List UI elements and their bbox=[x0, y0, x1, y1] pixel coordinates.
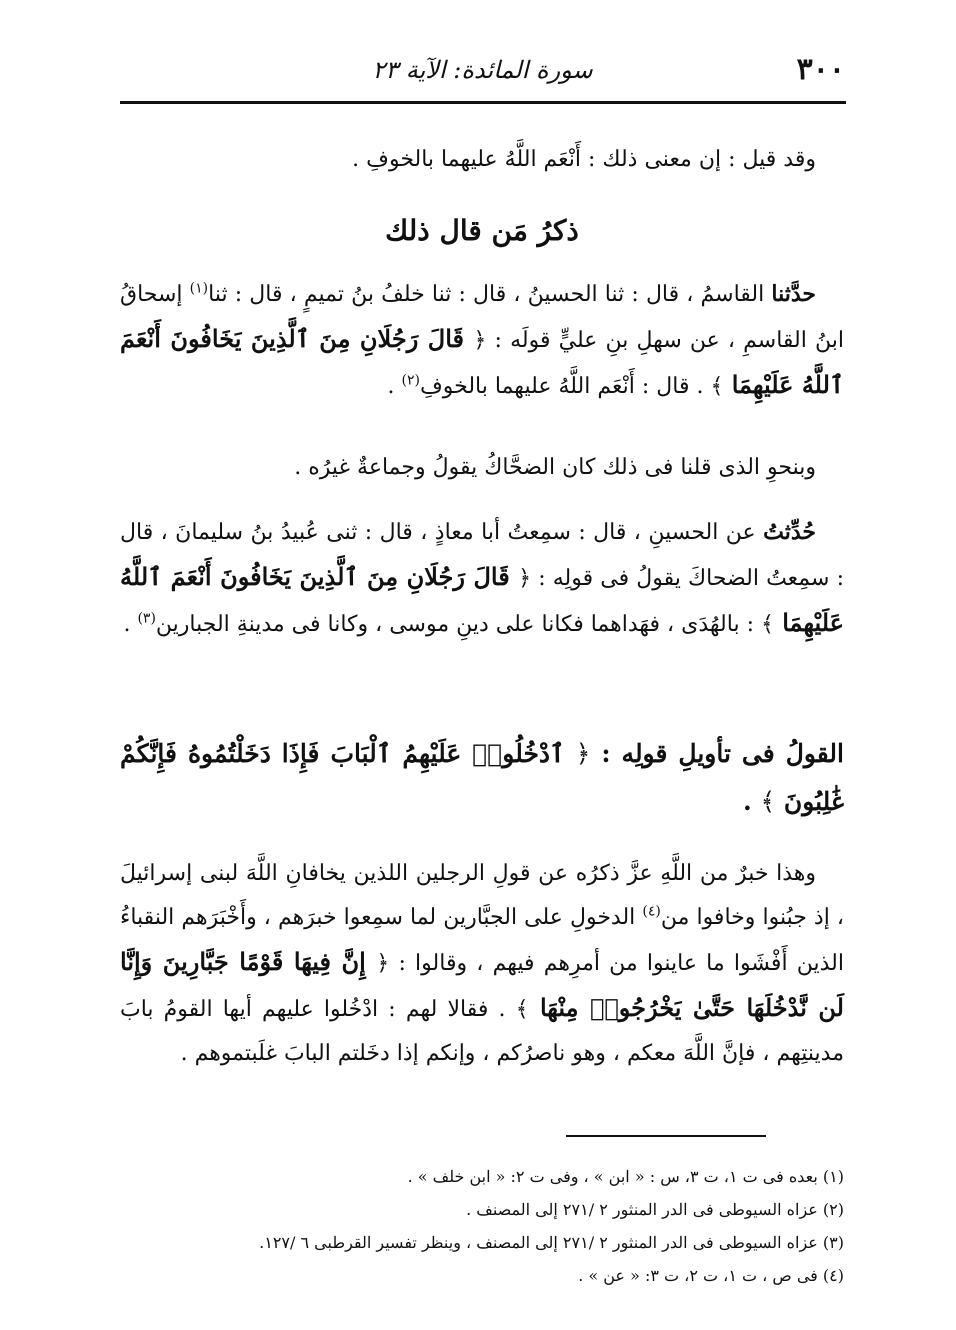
quran-verse: إِنَّ فِيهَا قَوْمًا جَبَّارِينَ وَإِنَّا لَن نَّدْخُلَهَا حَتَّىٰ يَخْرُجُوا۟ مِنْهَا bbox=[120, 947, 844, 1022]
paragraph-2-text-d: . bbox=[387, 374, 402, 399]
tafsir-heading-tail: . bbox=[743, 787, 761, 816]
page-number: ٣٠٠ bbox=[796, 52, 845, 87]
quran-bracket-close: ﴾ bbox=[760, 787, 776, 816]
quran-bracket-open: ﴿ bbox=[518, 566, 532, 591]
paragraph-5-text-c: . فقالا لهم : ادْخُلوا عليهم أيها القومُ بابَ مدينتِهم ، فإنَّ اللَّهَ معكم ، وهو ناصرُكم ، وإنكم إذا دخَلتم البابَ غلَبتموهم . bbox=[120, 997, 844, 1066]
tafsir-heading bbox=[120, 730, 844, 826]
quran-bracket-open: ﴿ bbox=[376, 951, 390, 976]
paragraph-5 bbox=[120, 852, 844, 1076]
paragraph-5-text-b: الدخولِ على الجبَّارين لما سمِعوا خبرَهم ، وأَخْبَرَهم النقباءُ الذين أَفْشَوا ما عاينوا من أمرِهم فيهم ، وقالوا : bbox=[120, 905, 844, 976]
footnote-3: (٣) عزاه السيوطى فى الدر المنثور ٢ /٢٧١ إلى المصنف ، وينظر تفسير القرطبى ٦ /١٢٧. bbox=[259, 1233, 844, 1252]
paragraph-5-text-a: وهذا خبرٌ من اللَّهِ عزَّ ذكرُه عن قولِ الرجلين اللذين يخافانِ اللَّهَ لبنى إسرائيلَ ، إذ جبُنوا وخافوا من bbox=[120, 861, 844, 930]
paragraph-2-text-a: القاسمُ ، قال : ثنا الحسينُ ، قال : ثنا خلفُ بنُ تميمٍ ، قال : ثنا bbox=[208, 282, 772, 307]
paragraph-4-text-c: . bbox=[123, 612, 138, 637]
footnote-2: (٢) عزاه السيوطى فى الدر المنثور ٢ /٢٧١ إلى المصنف . bbox=[466, 1200, 844, 1219]
quran-bracket-open: ﴿ bbox=[575, 739, 591, 768]
footnote-1: (١) بعده فى ت ١، ت ٣، س : « ابن » ، وفى ت ٢: « ابن خلف » . bbox=[407, 1167, 844, 1186]
quran-bracket-close: ﴾ bbox=[760, 612, 774, 637]
header-rule bbox=[120, 101, 846, 104]
footnote-ref-2[interactable]: (٢) bbox=[401, 372, 420, 389]
paragraph-4-text-a: عن الحسينِ ، قال : سمِعتُ أبا معاذٍ ، قال : ثنى عُبيدُ بنُ سليمانَ ، قال : سمِعتُ الضحاكَ يقولُ فى قولِه : bbox=[120, 520, 844, 591]
paragraph-1: وقد قيل : إن معنى ذلك : أَنْعَم اللَّهُ عليهما بالخوفِ . bbox=[352, 147, 816, 172]
quran-verse: قَالَ رَجُلَانِ مِنَ ٱلَّذِينَ يَخَافُونَ أَنْعَمَ ٱللَّهُ عَلَيْهِمَا bbox=[120, 562, 844, 637]
running-title: سورة المائدة: الآية ٢٣ bbox=[372, 56, 593, 84]
footnote-ref-1[interactable]: (١) bbox=[189, 280, 209, 297]
section-heading: ذكرُ مَن قال ذلك bbox=[385, 214, 579, 247]
paragraph-4-text-b: : بالهُدَى ، فهَداهما فكانا على دينِ موسى ، وكانا فى مدينةِ الجبارين bbox=[155, 612, 761, 637]
paragraph-2-text-c: . قال : أَنْعَم اللَّهُ عليهما بالخوفِ bbox=[419, 374, 711, 399]
quran-verse: ٱدْخُلُوا۟ عَلَيْهِمُ ٱلْبَابَ فَإِذَا دَخَلْتُمُوهُ فَإِنَّكُمْ غَٰلِبُونَ bbox=[120, 739, 844, 816]
paragraph-3: وبنحوِ الذى قلنا فى ذلك كان الضحَّاكُ يقولُ وجماعةٌ غيرُه . bbox=[294, 455, 816, 480]
paragraph-4 bbox=[120, 510, 844, 647]
footnote-4: (٤) فى ص ، ت ١، ت ٢، ت ٣: « عن » . bbox=[578, 1266, 844, 1285]
paragraph-2-text-b: إسحاقُ ابنُ القاسمِ ، عن سهلِ بنِ عليٍّ قولَه : bbox=[120, 282, 844, 353]
quran-bracket-open: ﴿ bbox=[473, 328, 487, 353]
quran-bracket-close: ﴾ bbox=[515, 997, 529, 1022]
footnote-separator bbox=[566, 1135, 766, 1137]
footnote-ref-4[interactable]: (٤) bbox=[642, 903, 661, 920]
narration-lead: حدَّثنا bbox=[771, 281, 816, 307]
narration-lead: حُدِّثتُ bbox=[763, 519, 816, 545]
page-header bbox=[120, 52, 845, 98]
quran-bracket-close: ﴾ bbox=[710, 374, 724, 399]
footnote-ref-3[interactable]: (٣) bbox=[137, 610, 156, 627]
quran-verse: قَالَ رَجُلَانِ مِنَ ٱلَّذِينَ يَخَافُونَ أَنْعَمَ ٱللَّهُ عَلَيْهِمَا bbox=[120, 324, 844, 399]
footnotes bbox=[120, 1160, 844, 1292]
tafsir-heading-lead: القولُ فى تأويلِ قولِه : bbox=[590, 739, 844, 768]
paragraph-2 bbox=[120, 272, 844, 409]
